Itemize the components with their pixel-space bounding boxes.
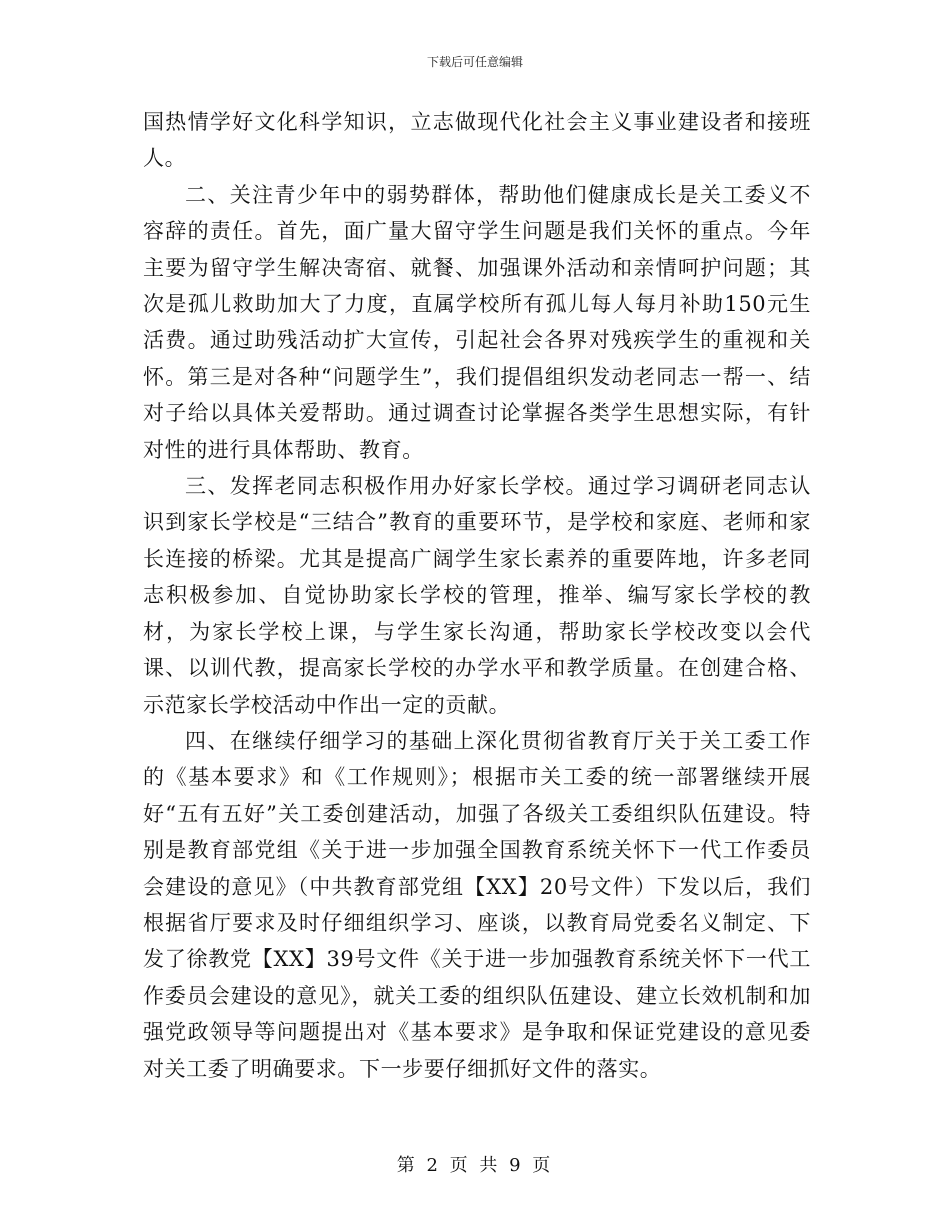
- paragraph-continued: 国热情学好文化科学知识，立志做现代化社会主义事业建设者和接班人。: [143, 110, 811, 171]
- paragraph-section-four: 四、在继续仔细学习的基础上深化贯彻省教育厅关于关工委工作的《基本要求》和《工作规则》；根据市关工委的统一部署继续开展好“五有五好”关工委创建活动，加强了各级关工委组织队伍建设。特别是教育部党组《关于进一步加强全国教育系统关怀下一代工作委员会建设的意见》（中共教育部党组【XX】20号文件）下发以后，我们根据省厅要求及时仔细组织学习、座谈，以教育局党委名义制定、下发了徐教党【XX】39号文件《关于进一步加强教育系统关怀下一代工作委员会建设的意见》，就关工委的组织队伍建设、建立长效机制和加强党政领导等问题提出对《基本要求》是争取和保证党建设的意见委对关工委了明确要求。下一步要仔细抓好文件的落实。: [143, 728, 811, 1081]
- paragraph-section-three: 三、发挥老同志积极作用办好家长学校。通过学习调研老同志认识到家长学校是“三结合”教育的重要环节，是学校和家庭、老师和家长连接的桥梁。尤其是提高广阔学生家长素养的重要阵地，许多老同志积极参加、自觉协助家长学校的管理，推举、编写家长学校的教材，为家长学校上课，与学生家长沟通，帮助家长学校改变以会代课、以训代教，提高家长学校的办学水平和教学质量。在创建合格、示范家长学校活动中作出一定的贡献。: [143, 474, 811, 717]
- page-header: 下载后可任意编辑: [426, 55, 523, 69]
- document-body: [143, 104, 811, 1087]
- paragraph-section-two: 二、关注青少年中的弱势群体，帮助他们健康成长是关工委义不容辞的责任。首先，面广量大留守学生问题是我们关怀的重点。今年主要为留守学生解决寄宿、就餐、加强课外活动和亲情呵护问题；其次是孤儿救助加大了力度，直属学校所有孤儿每人每月补助150元生活费。通过助残活动扩大宣传，引起社会各界对残疾学生的重视和关怀。第三是对各种“问题学生”，我们提倡组织发动老同志一帮一、结对子给以具体关爱帮助。通过调查讨论掌握各类学生思想实际，有针对性的进行具体帮助、教育。: [143, 182, 811, 462]
- page-number-footer: 第 2 页 共 9 页: [396, 1155, 554, 1176]
